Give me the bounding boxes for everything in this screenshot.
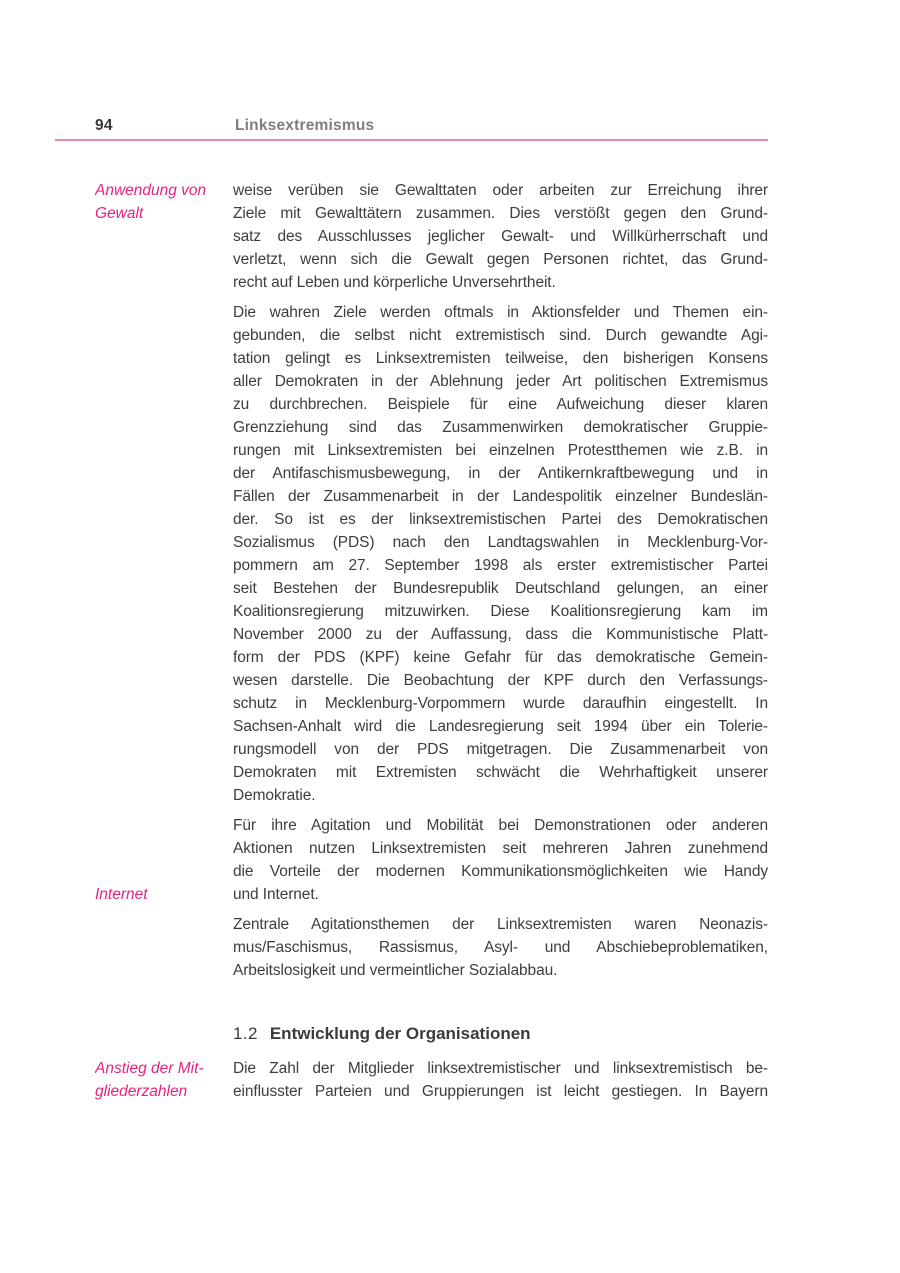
text-line: gebunden, die selbst nicht extremistisch sind. Durch gewandte Agi- [233,327,768,344]
text-line: verletzt, wenn sich die Gewalt gegen Personen richtet, das Grund- [233,251,768,268]
paragraph [233,814,768,906]
text-line: form der PDS (KPF) keine Gefahr für das demokratische Gemein- [233,649,768,666]
text-line: aller Demokraten in der Ablehnung jeder Art politischen Extremismus [233,373,768,390]
text-line: Koalitionsregierung mitzuwirken. Diese Koalitionsregierung kam im [233,603,768,620]
section-row [95,1057,768,1103]
text-line: Demokratie. [233,787,316,804]
section-row [95,1022,768,1046]
text-line: Die wahren Ziele werden oftmals in Aktionsfelder und Themen ein- [233,304,768,321]
text-line: Demokraten mit Extremisten schwächt die Wehrhaftigkeit unserer [233,764,768,781]
text-line: der Antifaschismusbewegung, in der Antikernkraftbewegung und in [233,465,768,482]
margin-note-line: Internet [95,886,148,903]
text-line: und Internet. [233,886,319,903]
text-line: Die Zahl der Mitglieder linksextremistischer und linksextremistisch be- [233,1060,768,1077]
text-line: Grenzziehung sind das Zusammenwirken demokratischer Gruppie- [233,419,768,436]
text-line: recht auf Leben und körperliche Unversehrtheit. [233,274,556,291]
section-row [95,913,768,982]
text-line: der. So ist es der linksextremistischen Partei des Demokratischen [233,511,768,528]
text-line: die Vorteile der modernen Kommunikationsmöglichkeiten wie Handy [233,863,768,880]
text-line: Zentrale Agitationsthemen der Linksextremisten waren Neonazis- [233,916,768,933]
section-row [95,179,768,294]
section-title: Entwicklung der Organisationen [269,1024,531,1043]
text-line: Ziele mit Gewalttätern zusammen. Dies verstößt gegen den Grund- [233,205,768,222]
paragraph [233,913,768,982]
text-line: rungen mit Linksextremisten bei einzelnen Protestthemen wie z.B. in [233,442,768,459]
text-line: mus/Faschismus, Rassismus, Asyl- und Abschiebeproblematiken, [233,939,768,956]
text-line: Sachsen-Anhalt wird die Landesregierung seit 1994 über ein Tolerie- [233,718,768,735]
text-line: einflusster Parteien und Gruppierungen ist leicht gestiegen. In Bayern [233,1083,768,1100]
section-row [95,301,768,807]
margin-note [95,883,233,906]
section-row [95,814,768,906]
section-number: 1.2 [233,1024,258,1043]
margin-note [95,301,233,807]
content [95,179,768,1110]
text-line: wesen darstelle. Die Beobachtung der KPF durch den Verfassungs- [233,672,768,689]
margin-note [95,1057,233,1103]
header-rule [55,139,768,141]
text-line: zu durchbrechen. Beispiele für eine Aufweichung dieser klaren [233,396,768,413]
text-line: seit Bestehen der Bundesrepublik Deutschland gelungen, an einer [233,580,768,597]
chapter-title: Linksextremismus [235,117,375,134]
text-line: November 2000 zu der Auffassung, dass die Kommunistische Platt- [233,626,768,643]
text-line: pommern am 27. September 1998 als erster extremistischer Partei [233,557,768,574]
text-line: weise verüben sie Gewalttaten oder arbeiten zur Erreichung ihrer [233,182,768,199]
page-number: 94 [95,117,113,134]
text-line: satz des Ausschlusses jeglicher Gewalt- und Willkürherrschaft und [233,228,768,245]
margin-note [95,179,233,294]
margin-note [95,1022,233,1046]
text-line: schutz in Mecklenburg-Vorpommern wurde daraufhin eingestellt. In [233,695,768,712]
text-line: Arbeitslosigkeit und vermeintlicher Sozialabbau. [233,962,558,979]
section-heading [233,1022,531,1046]
margin-note-line: Anwendung von [95,182,207,199]
margin-note-line: Gewalt [95,205,144,222]
margin-note-line: gliederzahlen [95,1083,188,1100]
text-line: Aktionen nutzen Linksextremisten seit mehreren Jahren zunehmend [233,840,768,857]
paragraph [233,179,768,294]
margin-note [95,913,233,982]
text-line: rungsmodell von der PDS mitgetragen. Die Zusammenarbeit von [233,741,768,758]
text-line: Für ihre Agitation und Mobilität bei Demonstrationen oder anderen [233,817,768,834]
page-header [95,117,768,135]
margin-note-line: Anstieg der Mit- [95,1060,204,1077]
text-line: Fällen der Zusammenarbeit in der Landespolitik einzelner Bundeslän- [233,488,768,505]
paragraph [233,1057,768,1103]
text-line: Sozialismus (PDS) nach den Landtagswahlen in Mecklenburg-Vor- [233,534,768,551]
text-line: tation gelingt es Linksextremisten teilweise, den bisherigen Konsens [233,350,768,367]
paragraph [233,301,768,807]
